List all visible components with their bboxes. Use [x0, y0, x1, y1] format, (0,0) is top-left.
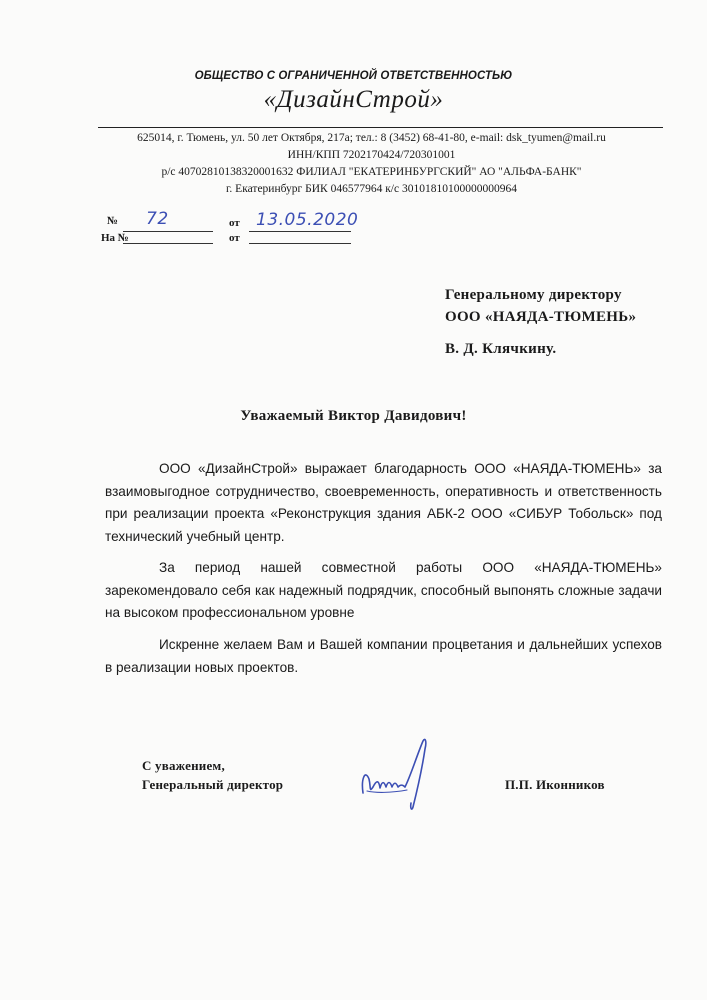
company-bank-details: г. Екатеринбург БИК 046577964 к/с 30101810100000000964: [226, 183, 517, 195]
addressee-name: В. Д. Клячкину.: [445, 341, 557, 357]
org-type: ОБЩЕСТВО С ОГРАНИЧЕННОЙ ОТВЕТСТВЕННОСТЬЮ: [194, 70, 513, 82]
date-label: от: [229, 217, 240, 229]
org-name: «ДизайнСтрой»: [263, 86, 444, 113]
closing-phrase: С уважением,: [142, 758, 225, 773]
company-inn-kpp: ИНН/КПП 7202170424/720301001: [287, 149, 456, 161]
number-underline: [123, 231, 213, 232]
reply-number-underline: [123, 243, 213, 244]
date-underline: [249, 231, 351, 232]
reply-date-underline: [249, 243, 351, 244]
header-divider: [98, 127, 663, 128]
signer-position: Генеральный директор: [142, 777, 284, 792]
reply-date-label: от: [229, 232, 240, 244]
body-paragraph-3: Искренне желаем Вам и Вашей компании процветания и дальнейших успехов в реализации новых проектов.: [105, 637, 662, 675]
handwritten-signature: [355, 735, 440, 815]
company-address: 625014, г. Тюмень, ул. 50 лет Октября, 217а; тел.: 8 (3452) 68-41-80, e-mail: dsk_tyumen@mail.ru: [137, 132, 606, 144]
body-paragraph-2: За период нашей совместной работы ООО «НАЯДА-ТЮМЕНЬ» зарекомендовало себя как надежный подрядчик, способный выпонять сложные задачи на высоком профессиональном уровне: [105, 560, 662, 620]
number-label: №: [107, 215, 119, 227]
company-bank-account: р/с 40702810138320001632 ФИЛИАЛ "ЕКАТЕРИНБУРГСКИЙ" АО "АЛЬФА-БАНК": [161, 166, 582, 178]
date-value: 13.05.2020: [256, 210, 359, 230]
reply-number-label: На №: [101, 232, 129, 244]
body-paragraph-1: ООО «ДизайнСтрой» выражает благодарность ООО «НАЯДА-ТЮМЕНЬ» за взаимовыгодное сотрудничество, своевременность, оперативность и ответственность при реализации проекта «Реконструкция здания АБК-2 ООО «СИБУР Тобольск» под технический учебный центр.: [105, 461, 662, 544]
addressee-company: ООО «НАЯДА-ТЮМЕНЬ»: [445, 309, 637, 325]
number-value: 72: [146, 209, 169, 229]
greeting: Уважаемый Виктор Давидович!: [240, 408, 467, 424]
addressee-position: Генеральному директору: [445, 287, 622, 303]
signer-name: П.П. Иконников: [505, 777, 605, 792]
